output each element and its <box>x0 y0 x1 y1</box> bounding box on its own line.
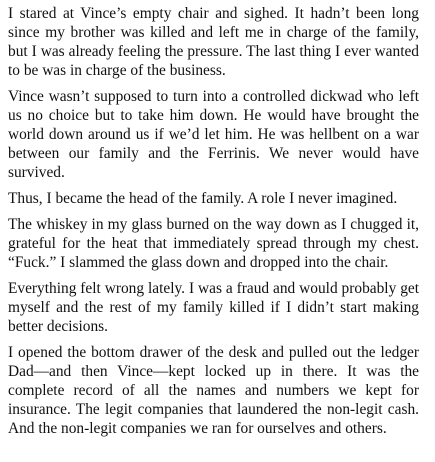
paragraph-4: The whiskey in my glass burned on the way down as I chugged it, grateful for the heat that immediately spread through my chest. “Fuck.” I slammed the glass down and dropped into the chair. <box>8 216 419 271</box>
paragraph-1: I stared at Vince’s empty chair and sighed. It hadn’t been long since my brother was killed and left me in charge of the family, but I was already feeling the pressure. The last thing I ever wanted to be was in charge of the business. <box>8 5 419 79</box>
paragraph-3: Thus, I became the head of the family. A role I never imagined. <box>8 190 398 207</box>
paragraph-2: Vince wasn’t supposed to turn into a controlled dickwad who left us no choice but to take him down. He would have brought the world down around us if we’d let him. He was hellbent on a war between our family and the Ferrinis. We never would have survived. <box>8 88 419 181</box>
paragraph-6: I opened the bottom drawer of the desk and pulled out the ledger Dad—and then Vince—kept locked up in there. It was the complete record of all the names and numbers we kept for insurance. The legit companies that laundered the non-legit cash. And the non-legit companies we ran for ourselves and others. <box>8 344 419 437</box>
paragraph-5: Everything felt wrong lately. I was a fraud and would probably get myself and the rest of my family killed if I didn’t start making better decisions. <box>8 280 419 335</box>
